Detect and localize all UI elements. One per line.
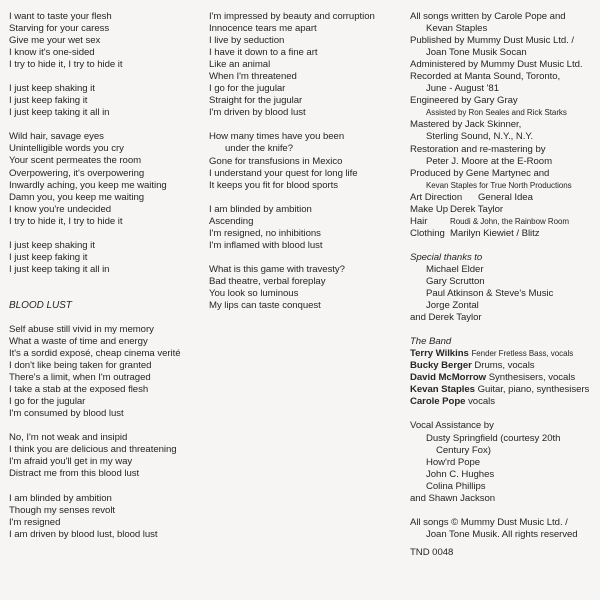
lyric-line: Wild hair, savage eyes: [9, 131, 104, 143]
lyric-line: I think you are delicious and threatening: [9, 444, 177, 456]
lyric-line: I go for the jugular: [209, 83, 286, 95]
lyric-line: Innocence tears me apart: [209, 23, 317, 35]
credit-hair: [410, 216, 596, 228]
copyright-line: Joan Tone Musik. All rights reserved: [426, 528, 578, 540]
lyrics-column-2: [209, 11, 399, 312]
lyric-line: I want to taste your flesh: [9, 11, 112, 22]
lyric-line: I try to hide it, I try to hide it: [9, 215, 123, 227]
lyric-line: I just keep shaking it: [9, 83, 95, 95]
lyric-line: Give me your wet sex: [9, 35, 101, 47]
credit-line: Sterling Sound, N.Y., N.Y.: [426, 131, 534, 143]
band-member-role: Guitar, piano, synthesisers: [477, 384, 590, 396]
band-member: [410, 372, 596, 384]
credit-line: Published by Mummy Dust Music Ltd. /: [410, 35, 575, 47]
lyric-line: You look so luminous: [209, 287, 299, 299]
lyric-line: Unintelligible words you cry: [9, 143, 124, 155]
thanks-item: Paul Atkinson & Steve's Music: [426, 288, 554, 300]
lyric-line: I just keep faking it: [9, 251, 88, 263]
lyric-line: I don't like being taken for granted: [9, 360, 152, 372]
lyric-line: I'm consumed by blood lust: [9, 408, 124, 420]
catalog-number: TND 0048: [410, 546, 454, 558]
lyric-line: Self abuse still vivid in my memory: [9, 323, 154, 335]
lyric-line: It's a sordid exposé, cheap cinema verité: [9, 348, 181, 360]
lyric-line: How many times have you been: [209, 131, 345, 143]
lyric-line: I have it down to a fine art: [209, 47, 318, 59]
band-member-name: Bucky Berger: [410, 360, 472, 372]
band-member: [410, 396, 596, 408]
vocal-heading: Vocal Assistance by: [410, 420, 494, 432]
credit-clothing: [410, 228, 596, 240]
lyric-line: I just keep taking it all in: [9, 263, 110, 275]
copyright-line: All songs © Mummy Dust Music Ltd. /: [410, 516, 568, 528]
lyric-line: I'm afraid you'll get in my way: [9, 456, 133, 468]
lyric-line: I try to hide it, I try to hide it: [9, 59, 123, 71]
band-member-role: Synthesisers, vocals: [488, 372, 576, 384]
credit-line: June - August '81: [426, 83, 499, 95]
lyric-line: I understand your quest for long life: [209, 167, 358, 179]
lyric-line: I just keep faking it: [9, 95, 88, 107]
lyric-line: Your scent permeates the room: [9, 155, 142, 167]
vocal-item: and Shawn Jackson: [410, 492, 496, 504]
vocal-item: How'rd Pope: [426, 456, 481, 468]
lyric-line: I take a stab at the exposed flesh: [9, 384, 149, 396]
lyric-line: Inwardly aching, you keep me waiting: [9, 179, 167, 191]
lyric-line: What a waste of time and energy: [9, 335, 148, 347]
band-heading: The Band: [410, 336, 452, 348]
credit-line: Joan Tone Musik Socan: [426, 47, 527, 59]
lyric-line: Like an animal: [209, 59, 271, 71]
credit-value: General Idea: [478, 191, 533, 203]
thanks-item: Jorge Zontal: [426, 300, 479, 312]
lyric-line: I am blinded by ambition: [209, 203, 312, 215]
lyric-line: I know you're undecided: [9, 203, 112, 215]
credit-label: Clothing: [410, 227, 445, 239]
lyric-line: I just keep taking it all in: [9, 107, 110, 119]
vocal-item: Century Fox): [436, 444, 491, 456]
lyric-line: Overpowering, it's overpowering: [9, 167, 145, 179]
lyric-line: I'm resigned: [9, 516, 61, 528]
band-member: [410, 384, 596, 396]
lyric-line: I know it's one-sided: [9, 47, 95, 59]
credit-art-direction: [410, 192, 596, 204]
vocal-item: John C. Hughes: [426, 468, 495, 480]
band-member-role: Drums, vocals: [474, 360, 535, 372]
thanks-item: and Derek Taylor: [410, 312, 482, 324]
lyric-line: I'm driven by blood lust: [209, 107, 306, 119]
lyric-line: I am driven by blood lust, blood lust: [9, 528, 158, 540]
lyric-line: I go for the jugular: [9, 396, 86, 408]
lyric-line: What is this game with travesty?: [209, 263, 345, 275]
band-member-role: Fender Fretless Bass, vocals: [471, 349, 574, 359]
lyric-line: Starving for your caress: [9, 23, 110, 35]
credit-line: Recorded at Manta Sound, Toronto,: [410, 71, 561, 83]
lyrics-column-1: [9, 11, 201, 541]
lyric-line: Bad theatre, verbal foreplay: [209, 275, 326, 287]
credit-line: Peter J. Moore at the E-Room: [426, 155, 553, 167]
thanks-item: Gary Scrutton: [426, 275, 485, 287]
thanks-heading: Special thanks to: [410, 251, 483, 263]
credit-value: Roudi & John, the Rainbow Room: [450, 216, 570, 226]
band-member-name: Kevan Staples: [410, 384, 475, 396]
lyric-line: Though my senses revolt: [9, 504, 116, 516]
credit-label: Art Direction: [410, 191, 463, 203]
band-member: [410, 360, 596, 372]
credits-column: [410, 11, 596, 559]
lyric-line: My lips can taste conquest: [209, 299, 321, 311]
lyric-line: I am blinded by ambition: [9, 492, 112, 504]
lyric-line: There's a limit, when I'm outraged: [9, 372, 151, 384]
band-member: [410, 348, 596, 360]
lyric-line: I'm inflamed with blood lust: [209, 239, 323, 251]
lyric-line: under the knife?: [225, 143, 294, 155]
lyric-line: I'm impressed by beauty and corruption: [209, 11, 375, 22]
lyric-line: When I'm threatened: [209, 71, 297, 83]
lyric-line: I'm resigned, no inhibitions: [209, 227, 321, 239]
credit-line: Assisted by Ron Seales and Rick Starks: [426, 108, 567, 118]
lyric-line: Ascending: [209, 215, 254, 227]
credit-line: Produced by Gene Martynec and: [410, 167, 550, 179]
credit-label: Hair: [410, 215, 428, 227]
lyric-line: It keeps you fit for blood sports: [209, 179, 338, 191]
credit-line: Kevan Staples for True North Productions: [426, 180, 572, 190]
credit-value: Derek Taylor: [450, 203, 504, 215]
credit-line: Mastered by Jack Skinner,: [410, 119, 522, 131]
lyric-line: Straight for the jugular: [209, 95, 303, 107]
credit-line: Administered by Mummy Dust Music Ltd.: [410, 59, 583, 71]
vocal-item: Dusty Springfield (courtesy 20th: [426, 432, 561, 444]
band-member-name: Terry Wilkins: [410, 348, 469, 360]
credit-line: All songs written by Carole Pope and: [410, 11, 566, 22]
lyric-line: I just keep shaking it: [9, 239, 95, 251]
lyric-line: Damn you, you keep me waiting: [9, 191, 145, 203]
credit-make-up: [410, 204, 596, 216]
credit-value: Marilyn Kiewiet / Blitz: [450, 227, 540, 239]
vocal-item: Colina Phillips: [426, 480, 486, 492]
lyric-line: I live by seduction: [209, 35, 285, 47]
band-member-role: vocals: [468, 396, 495, 408]
lyric-line: No, I'm not weak and insipid: [9, 432, 128, 444]
band-member-name: Carole Pope: [410, 396, 466, 408]
band-member-name: David McMorrow: [410, 372, 487, 384]
credit-line: Kevan Staples: [426, 23, 488, 35]
credit-line: Engineered by Gary Gray: [410, 95, 518, 107]
lyric-line: Distract me from this blood lust: [9, 468, 140, 480]
lyric-line: Gone for transfusions in Mexico: [209, 155, 343, 167]
thanks-item: Michael Elder: [426, 263, 484, 275]
song-title: BLOOD LUST: [9, 299, 72, 311]
credit-label: Make Up: [410, 203, 449, 215]
credit-line: Restoration and re-mastering by: [410, 143, 546, 155]
